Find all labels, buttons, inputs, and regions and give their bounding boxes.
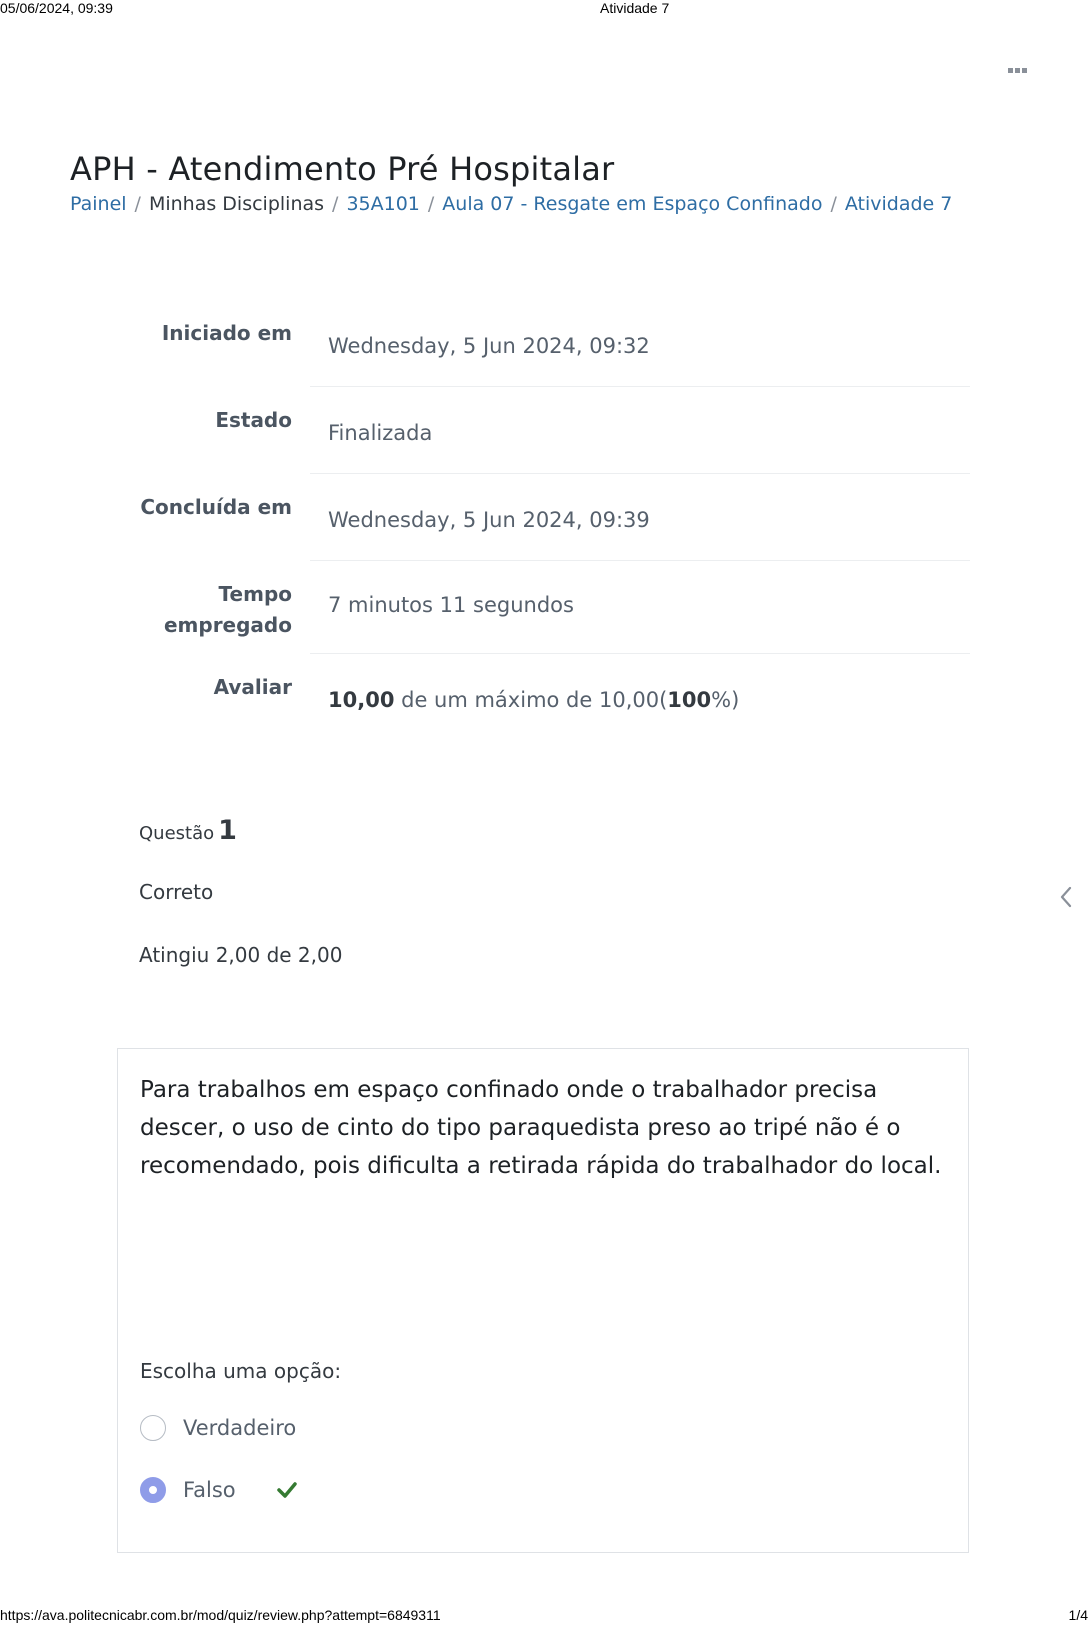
summary-row-time [120, 561, 970, 654]
breadcrumb-separator: / [427, 193, 435, 215]
question-state: Correto [139, 880, 214, 904]
question-text: Para trabalhos em espaço confinado onde o trabalhador precisa descer, o uso de cinto do tipo paraquedista preso ao tripé não é o recomendado, pois dificulta a retirada rápida do trabalhador do local. [140, 1077, 942, 1179]
summary-label: Iniciado em [161, 321, 292, 345]
option-label: Verdadeiro [183, 1416, 297, 1440]
question-content-box [117, 1048, 969, 1553]
summary-value: Finalizada [310, 387, 970, 474]
grade-max-text: de um máximo de 10,00( [394, 688, 668, 712]
question-label-text: Questão [139, 823, 215, 844]
summary-label-line: Tempo [218, 582, 292, 606]
print-header [0, 0, 1088, 16]
option-verdadeiro[interactable] [140, 1415, 296, 1441]
question-label [139, 815, 237, 846]
summary-value: Wednesday, 5 Jun 2024, 09:39 [310, 474, 970, 561]
summary-label: Avaliar [213, 675, 292, 699]
breadcrumb-atividade[interactable]: Atividade 7 [844, 193, 953, 215]
breadcrumb [70, 193, 952, 215]
grade-percent: 100 [667, 688, 712, 712]
breadcrumb-aula[interactable]: Aula 07 - Resgate em Espaço Confinado [442, 193, 823, 215]
breadcrumb-separator: / [134, 193, 141, 215]
breadcrumb-separator: / [332, 193, 339, 215]
summary-row-started [120, 300, 970, 387]
print-doc-title: Atividade 7 [600, 0, 670, 16]
print-url: https://ava.politecnicabr.com.br/mod/quiz/review.php?attempt=6849311 [0, 1607, 441, 1623]
chevron-left-icon[interactable] [1058, 885, 1074, 909]
summary-value: 7 minutos 11 segundos [310, 561, 970, 654]
more-dots-icon[interactable] [1008, 64, 1032, 76]
breadcrumb-course-code[interactable]: 35A101 [346, 193, 420, 215]
breadcrumb-minhas-disciplinas: Minhas Disciplinas [148, 193, 325, 215]
radio-unchecked-icon[interactable] [140, 1415, 166, 1441]
breadcrumb-painel[interactable]: Painel [70, 193, 127, 215]
page-title: APH - Atendimento Pré Hospitalar [70, 150, 615, 188]
grade-percent-suffix: %) [711, 688, 740, 712]
print-page-number: 1/4 [1068, 1607, 1088, 1623]
summary-value [310, 654, 970, 741]
question-number [139, 815, 237, 846]
option-falso[interactable] [140, 1477, 298, 1503]
attempt-summary-table [120, 300, 970, 741]
summary-label: Estado [215, 408, 292, 432]
breadcrumb-separator: / [830, 193, 837, 215]
grade-score: 10,00 [328, 688, 395, 712]
summary-label-line: empregado [163, 613, 292, 637]
print-date-time: 05/06/2024, 09:39 [0, 0, 113, 16]
radio-checked-icon[interactable] [140, 1477, 166, 1503]
summary-row-state [120, 387, 970, 474]
summary-label [120, 561, 310, 654]
summary-row-completed [120, 474, 970, 561]
answer-prompt: Escolha uma opção: [140, 1359, 342, 1383]
summary-value: Wednesday, 5 Jun 2024, 09:32 [310, 300, 970, 387]
print-footer [0, 1607, 1088, 1625]
checkmark-icon [276, 1481, 298, 1499]
question-grade: Atingiu 2,00 de 2,00 [139, 943, 343, 967]
option-label: Falso [183, 1478, 236, 1502]
summary-row-grade [120, 654, 970, 741]
summary-label: Concluída em [140, 495, 292, 519]
question-number-value: 1 [218, 815, 237, 846]
